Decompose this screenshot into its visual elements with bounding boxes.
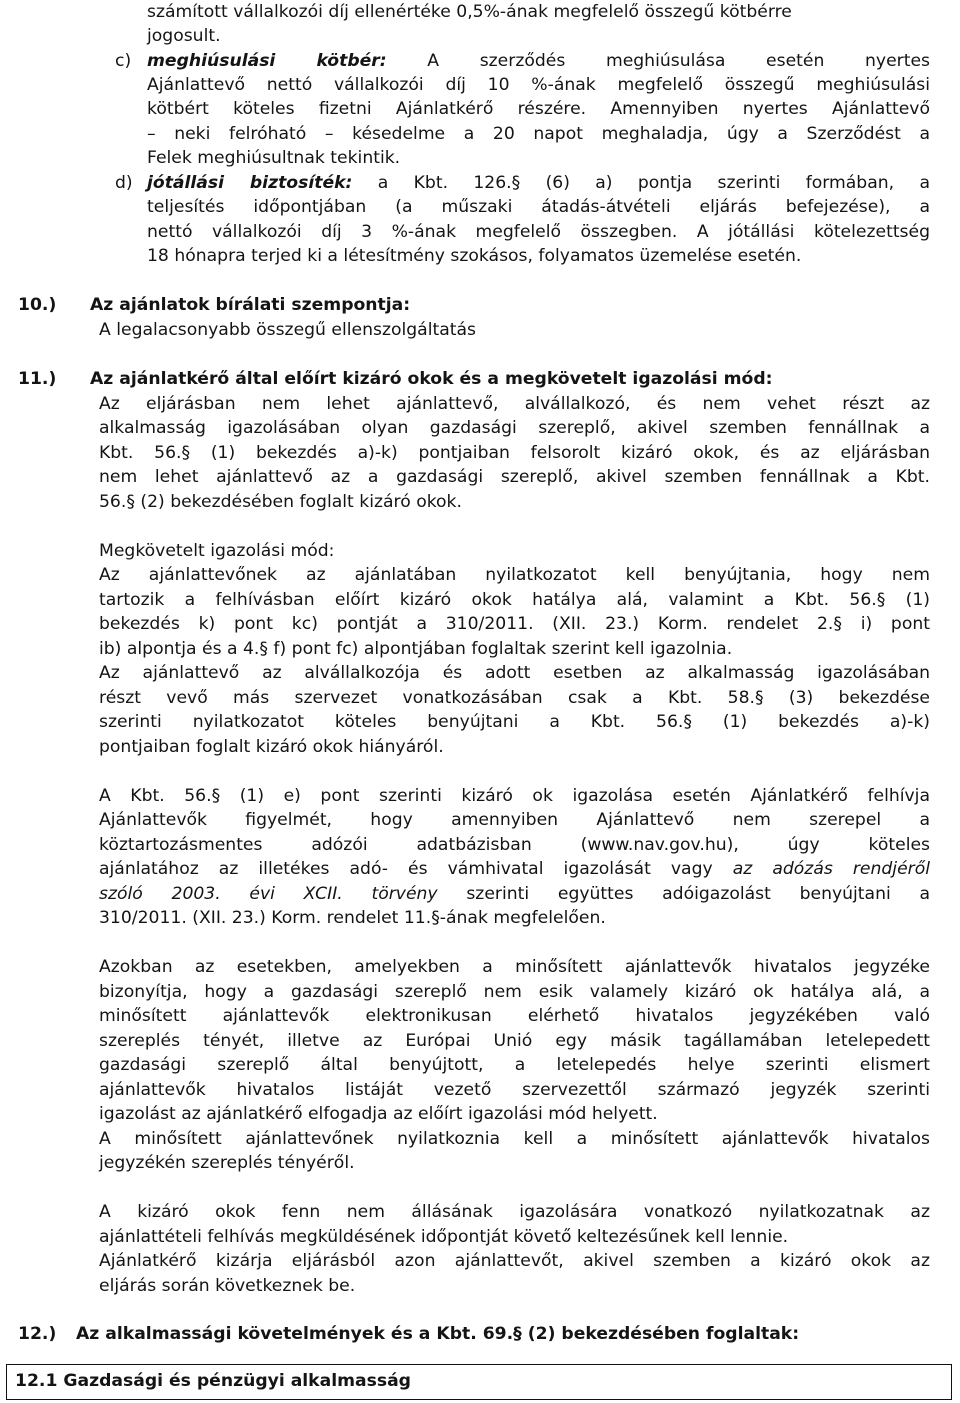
text-line: A minősített ajánlattevőnek nyilatkoznia kell a minősített ajánlattevők hivatalos xyxy=(99,1129,930,1149)
section-number: 12.) xyxy=(18,1324,57,1344)
section-12-heading xyxy=(18,1322,799,1347)
text-line: 18 hónapra terjed ki a létesítmény szokásos, folyamatos üzemelése esetén. xyxy=(147,246,802,266)
subsection-title: 12.1 Gazdasági és pénzügyi alkalmasság xyxy=(15,1371,411,1391)
item-d-first-line-text: a Kbt. 126.§ (6) a) pontja szerinti formában, a xyxy=(377,173,930,193)
text-line: alkalmasság igazolásában olyan gazdasági szereplő, akivel szemben fennállnak a xyxy=(99,418,930,438)
text-line: Az eljárásban nem lehet ajánlattevő, alvállalkozó, és nem vehet részt az xyxy=(99,394,930,414)
section-11-heading xyxy=(18,367,773,392)
section-title: Az alkalmassági követelmények és a Kbt. 69.§ (2) bekezdésében foglaltak: xyxy=(76,1324,800,1344)
text-line: jogosult. xyxy=(147,26,221,46)
text-line: pontjaiban foglalt kizáró okok hiányáról. xyxy=(99,737,444,757)
text-line: jegyzékén szereplés tényéről. xyxy=(99,1153,355,1173)
text-line: Az ajánlattevőnek az ajánlatában nyilatkozatot kell benyújtania, hogy nem xyxy=(99,565,930,585)
text-line: bekezdés k) pont kc) pontját a 310/2011. (XII. 23.) Korm. rendelet 2.§ i) pont xyxy=(99,614,930,634)
section-number: 10.) xyxy=(18,295,57,315)
section-10-heading xyxy=(18,293,410,318)
text-line: Ajánlattevő nettó vállalkozói díj 10 %-ának megfelelő összegű meghiúsulási xyxy=(147,75,930,95)
item-label-d: d) xyxy=(115,173,133,193)
text-segment: szerinti együttes adóigazolást benyújtani a xyxy=(466,884,930,904)
text-line: A Kbt. 56.§ (1) e) pont szerinti kizáró ok igazolása esetén Ajánlatkérő felhívja xyxy=(99,786,930,806)
item-d-title: jótállási biztosíték: xyxy=(147,173,353,193)
verification-method-title: Megkövetelt igazolási mód: xyxy=(99,541,335,561)
text-line: szerinti nyilatkozatot köteles benyújtani a Kbt. 56.§ (1) bekezdés a)-k) xyxy=(99,712,930,732)
text-line: nem lehet ajánlattevő az a gazdasági szereplő, akivel szemben fennállnak a Kbt. xyxy=(99,467,930,487)
text-line: 56.§ (2) bekezdésében foglalt kizáró okok. xyxy=(99,492,462,512)
item-c-title: meghiúsulási kötbér: xyxy=(147,51,387,71)
text-line: ib) alpontja és a 4.§ f) pont fc) alpontjában foglaltak szerint kell igazolnia. xyxy=(99,639,733,659)
text-line: A kizáró okok fenn nem állásának igazolására vonatkozó nyilatkozatnak az xyxy=(99,1202,930,1222)
text-line: Ajánlattevők figyelmét, hogy amennyiben Ajánlattevő nem szerepel a xyxy=(99,810,930,830)
text-line: kötbért köteles fizetni Ajánlatkérő részére. Amennyiben nyertes Ajánlattevő xyxy=(147,99,930,119)
text-line: minősített ajánlattevők elektronikusan elérhető hivatalos jegyzékében való xyxy=(99,1006,930,1026)
item-c-first-line xyxy=(147,49,930,74)
text-line: részt vevő más szervezet vonatkozásában csak a Kbt. 58.§ (3) bekezdése xyxy=(99,688,930,708)
text-line: eljárás során következnek be. xyxy=(99,1276,356,1296)
text-line: nettó vállalkozói díj 3 %-ának megfelelő összegben. A jótállási kötelezettség xyxy=(147,222,930,242)
text-line: számított vállalkozói díj ellenértéke 0,5%-ának megfelelő összegű kötbérre xyxy=(147,2,792,22)
text-line: 310/2011. (XII. 23.) Korm. rendelet 11.§-ának megfelelően. xyxy=(99,908,606,928)
law-title-italic: az adózás rendjéről xyxy=(732,859,931,879)
text-line: köztartozásmentes adózói adatbázisban (www.nav.gov.hu), úgy köteles xyxy=(99,835,930,855)
subsection-box xyxy=(6,1364,952,1400)
item-c-first-line-text: A szerződés meghiúsulása esetén nyertes xyxy=(427,51,930,71)
text-line: Ajánlatkérő kizárja eljárásból azon ajánlattevőt, akivel szemben a kizáró okok az xyxy=(99,1251,930,1271)
text-line: teljesítés időpontjában (a műszaki átadás-átvételi eljárás befejezése), a xyxy=(147,197,930,217)
text-line xyxy=(99,857,930,882)
item-label-c: c) xyxy=(115,51,132,71)
text-line xyxy=(99,882,930,907)
text-line: gazdasági szereplő által benyújtott, a letelepedés helye szerinti elismert xyxy=(99,1055,930,1075)
section-number: 11.) xyxy=(18,369,57,389)
text-line: ajánlattevők hivatalos listáját vezető szervezettől származó jegyzék szerinti xyxy=(99,1080,930,1100)
text-line: – neki felróható – késedelme a 20 napot meghaladja, úgy a Szerződést a xyxy=(147,124,930,144)
text-line: Felek meghiúsultnak tekintik. xyxy=(147,148,401,168)
text-line: Az ajánlattevő az alvállalkozója és adott esetben az alkalmasság igazolásában xyxy=(99,663,930,683)
text-line: Azokban az esetekben, amelyekben a minősített ajánlattevők hivatalos jegyzéke xyxy=(99,957,930,977)
text-line: igazolást az ajánlatkérő elfogadja az előírt igazolási mód helyett. xyxy=(99,1104,658,1124)
item-d-first-line xyxy=(147,171,930,196)
law-title-italic: szóló 2003. évi XCII. törvény xyxy=(99,884,438,904)
text-segment: ajánlatához az illetékes adó- és vámhivatal igazolását vagy xyxy=(99,859,713,879)
text-line: szereplés tényét, illetve az Európai Unió egy másik tagállamában letelepedett xyxy=(99,1031,930,1051)
section-title: Az ajánlatok bírálati szempontja: xyxy=(90,295,411,315)
text-line: ajánlattételi felhívás megküldésének időpontját követő keltezésűnek kell lennie. xyxy=(99,1227,789,1247)
text-line: Kbt. 56.§ (1) bekezdés a)-k) pontjaiban felsorolt kizáró okok, és az eljárásban xyxy=(99,443,930,463)
section-title: Az ajánlatkérő által előírt kizáró okok és a megkövetelt igazolási mód: xyxy=(90,369,773,389)
text-line: bizonyítja, hogy a gazdasági szereplő nem esik valamely kizáró ok hatálya alá, a xyxy=(99,982,930,1002)
text-line: tartozik a felhívásban előírt kizáró okok hatálya alá, valamint a Kbt. 56.§ (1) xyxy=(99,590,930,610)
section-10-body: A legalacsonyabb összegű ellenszolgáltatás xyxy=(99,320,476,340)
